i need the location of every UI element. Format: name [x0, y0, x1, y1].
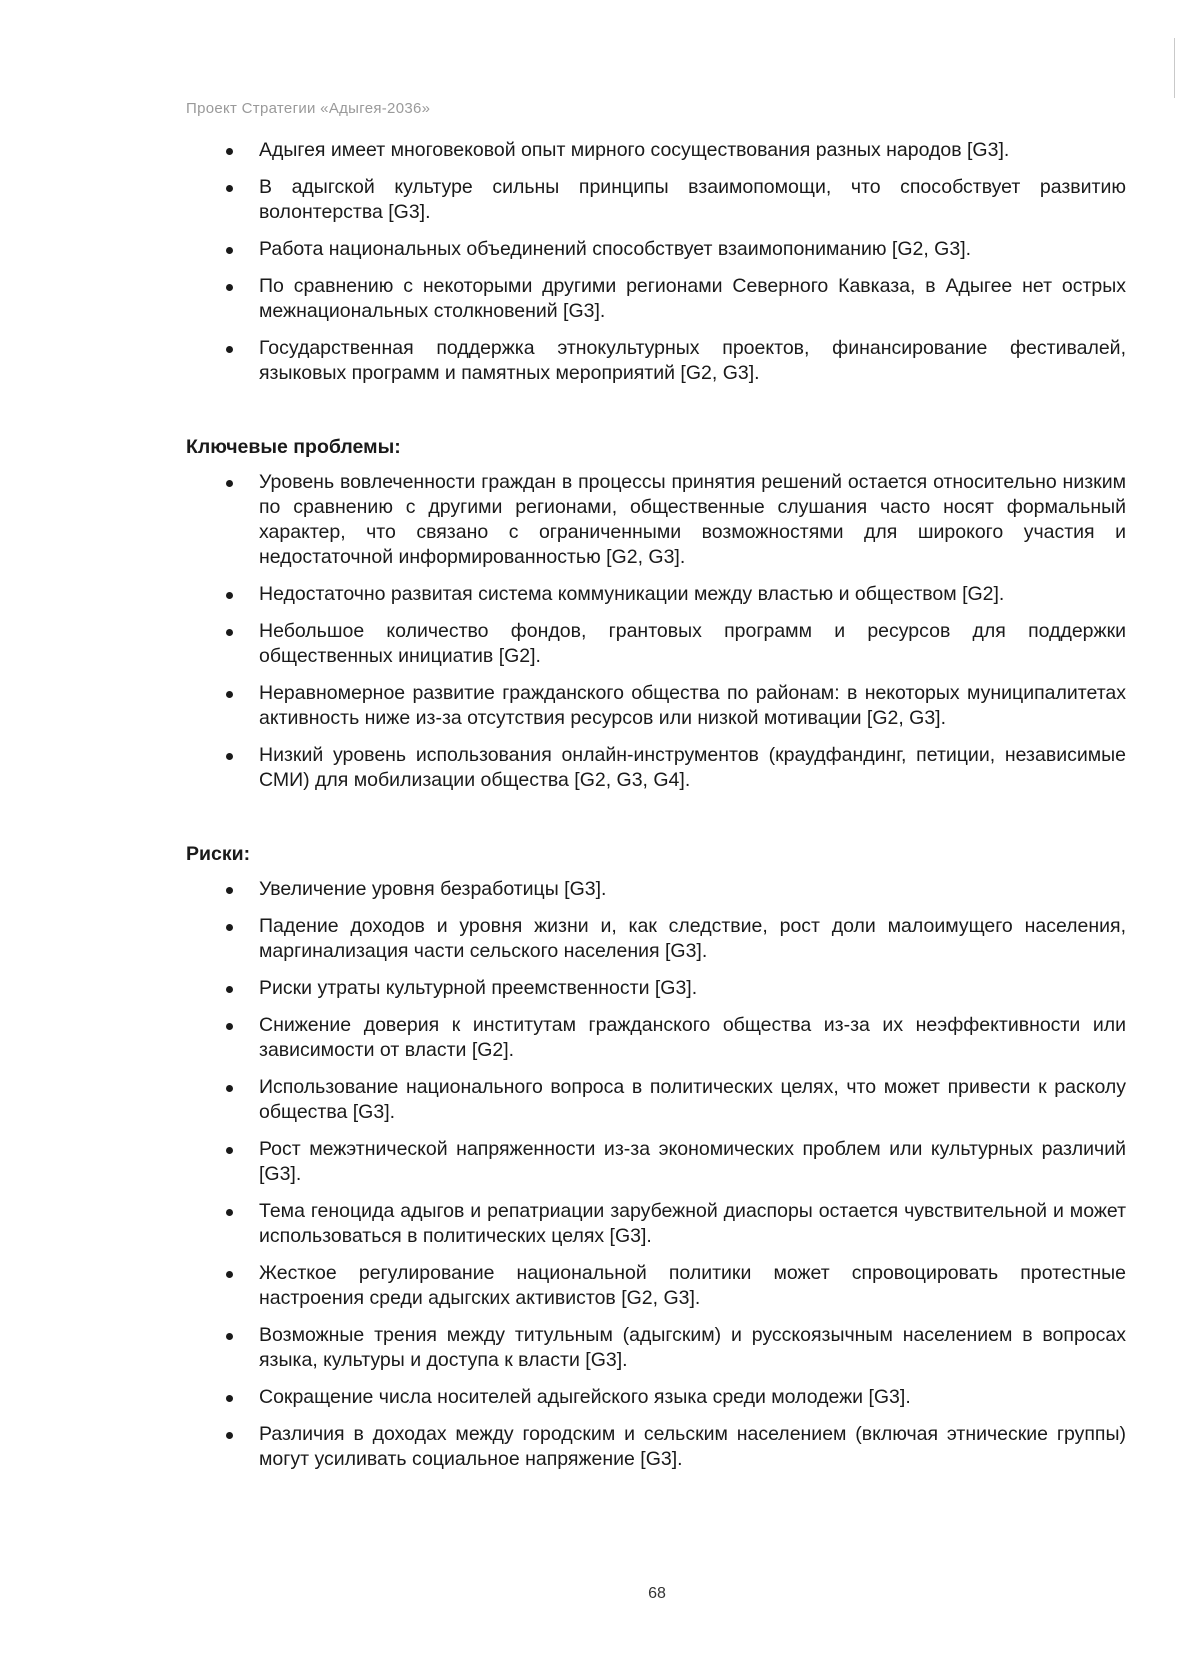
bullet-icon [226, 753, 233, 760]
bullet-icon [226, 1209, 233, 1216]
bullet-icon [226, 480, 233, 487]
list-item-text: Увеличение уровня безработицы [G3]. [259, 878, 607, 900]
list-item [186, 914, 1126, 964]
list-item [186, 470, 1126, 570]
list-item-text: Снижение доверия к институтам гражданского общества из-за их неэффективности или зависимости от власти [G2]. [259, 1014, 1126, 1061]
list-item-text: Жесткое регулирование национальной политики может спровоцировать протестные настроения среди адыгских активистов [G2, G3]. [259, 1262, 1126, 1309]
list-item [186, 138, 1126, 163]
list-item-text: Уровень вовлеченности граждан в процессы принятия решений остается относительно низким по сравнению с другими регионами, общественные слушания часто носят формальный характер, что связано с ограниченными возможностями для широкого участия и недостаточной информированностью [G2, G3]. [259, 471, 1126, 568]
list-item [186, 175, 1126, 225]
bullet-icon [226, 592, 233, 599]
list-item [186, 582, 1126, 607]
list-item-text: Небольшое количество фондов, грантовых программ и ресурсов для поддержки общественных инициатив [G2]. [259, 620, 1126, 667]
list-item [186, 274, 1126, 324]
list-item [186, 1199, 1126, 1249]
list-item [186, 1137, 1126, 1187]
bullet-icon [226, 1023, 233, 1030]
bullet-icon [226, 691, 233, 698]
list-item [186, 681, 1126, 731]
list-item-text: Работа национальных объединений способствует взаимопониманию [G2, G3]. [259, 238, 972, 260]
list-item [186, 619, 1126, 669]
bullet-icon [226, 1085, 233, 1092]
bullet-icon [226, 247, 233, 254]
list-item [186, 877, 1126, 902]
bullet-icon [226, 1271, 233, 1278]
list-item-text: Тема геноцида адыгов и репатриации зарубежной диаспоры остается чувствительной и может использоваться в политических целях [G3]. [259, 1200, 1126, 1247]
bullet-icon [226, 148, 233, 155]
problems-list [186, 470, 1126, 793]
list-item-text: Риски утраты культурной преемственности [G3]. [259, 977, 698, 999]
list-item [186, 743, 1126, 793]
page-content [186, 138, 1126, 1484]
bullet-icon [226, 284, 233, 291]
risks-list [186, 877, 1126, 1472]
bullet-icon [226, 185, 233, 192]
section-spacer [186, 398, 1126, 435]
list-item-text: Неравномерное развитие гражданского общества по районам: в некоторых муниципалитетах активность ниже из-за отсутствия ресурсов или низкой мотивации [G2, G3]. [259, 682, 1126, 729]
list-item-text: Возможные трения между титульным (адыгским) и русскоязычным населением в вопросах языка, культуры и доступа к власти [G3]. [259, 1324, 1126, 1371]
list-item-text: Падение доходов и уровня жизни и, как следствие, рост доли малоимущего населения, маргинализация части сельского населения [G3]. [259, 915, 1126, 962]
list-item [186, 1013, 1126, 1063]
intro-list [186, 138, 1126, 386]
risks-heading: Риски: [186, 843, 251, 865]
bullet-icon [226, 924, 233, 931]
list-item-text: Недостаточно развитая система коммуникации между властью и обществом [G2]. [259, 583, 1005, 605]
list-item-text: Адыгея имеет многовековой опыт мирного сосуществования разных народов [G3]. [259, 139, 1010, 161]
list-item-text: Рост межэтнической напряженности из-за экономических проблем или культурных различий [G3]. [259, 1138, 1126, 1185]
bullet-icon [226, 346, 233, 353]
bullet-icon [226, 887, 233, 894]
list-item-text: В адыгской культуре сильны принципы взаимопомощи, что способствует развитию волонтерства [G3]. [259, 176, 1126, 223]
list-item [186, 237, 1126, 262]
list-item-text: Использование национального вопроса в политических целях, что может привести к расколу общества [G3]. [259, 1076, 1126, 1123]
list-item [186, 336, 1126, 386]
list-item-text: По сравнению с некоторыми другими регионами Северного Кавказа, в Адыгее нет острых межнациональных столкновений [G3]. [259, 275, 1126, 322]
bullet-icon [226, 1395, 233, 1402]
list-item [186, 1385, 1126, 1410]
list-item [186, 976, 1126, 1001]
list-item [186, 1422, 1126, 1472]
list-item-text: Различия в доходах между городским и сельским населением (включая этнические группы) могут усиливать социальное напряжение [G3]. [259, 1423, 1126, 1470]
list-item-text: Государственная поддержка этнокультурных проектов, финансирование фестивалей, языковых программ и памятных мероприятий [G2, G3]. [259, 337, 1126, 384]
bullet-icon [226, 1147, 233, 1154]
list-item [186, 1261, 1126, 1311]
bullet-icon [226, 986, 233, 993]
list-item [186, 1323, 1126, 1373]
section-spacer [186, 805, 1126, 842]
bullet-icon [226, 1333, 233, 1340]
problems-heading: Ключевые проблемы: [186, 436, 401, 458]
list-item-text: Сокращение числа носителей адыгейского языка среди молодежи [G3]. [259, 1386, 911, 1408]
scan-edge-mark [1174, 38, 1175, 98]
list-item-text: Низкий уровень использования онлайн-инструментов (краудфандинг, петиции, независимые СМИ) для мобилизации общества [G2, G3, G4]. [259, 744, 1126, 791]
running-header: Проект Стратегии «Адыгея-2036» [186, 100, 431, 117]
bullet-icon [226, 1432, 233, 1439]
list-item [186, 1075, 1126, 1125]
bullet-icon [226, 629, 233, 636]
page-number: 68 [648, 1585, 666, 1602]
